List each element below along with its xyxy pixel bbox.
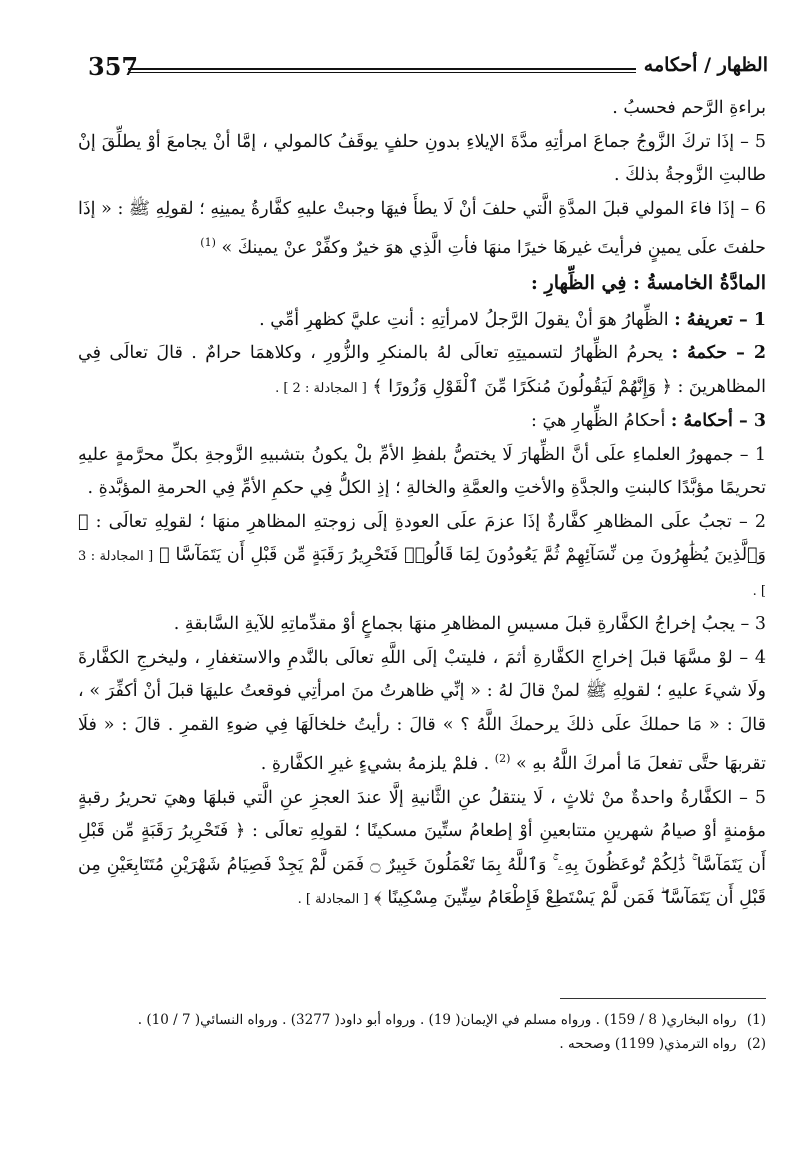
hadith-quote-2: « إنِّي ظاهرتُ منَ امرأتِي فوقعتُ عليهَا قبلَ أنْ أكفِّرَ » ، قالَ : « مَا حملكَ علَى ذلكَ يرحمكَ اللَّهُ ؟ » قالَ : رأيتُ خلخالَهَا فِي ضوءِ القمرِ . قالَ : « فلَا تقربهَا حتَّى تفعلَ مَا أمركَ اللَّهُ بهِ » xyxy=(78,681,766,775)
footnote-2-text: رواه الترمذي( 1199) وصححه . xyxy=(559,1036,737,1052)
ruling-label: 2 – حكمهُ : xyxy=(671,343,766,364)
footnote-ref-1[interactable]: (1) xyxy=(200,236,216,249)
quran-verse-3: ﴿ فَتَحْرِيرُ رَقَبَةٍ مِّن قَبْلِ أَن يَتَمَآسَّا ۚ ذَٰلِكُمْ تُوعَظُونَ بِهِۦ ۚ وَٱللَّهُ بِمَا تَعْمَلُونَ خَبِيرٌ ۝ فَمَن لَّمْ يَجِدْ فَصِيَامُ شَهْرَيْنِ مُتَتَابِعَيْنِ مِن قَبْلِ أَن يَتَمَآسَّا ۖ فَمَن لَّمْ يَسْتَطِعْ فَإِطْعَامُ سِتِّينَ مِسْكِينًا ﴾ xyxy=(78,821,766,909)
ruling-item-5 xyxy=(78,782,766,917)
footnote-separator xyxy=(560,998,766,999)
paragraph-5: 5 – إذَا تركَ الزَّوجُ جماعَ امرأتِهِ مدَّةَ الإيلاءِ بدونِ حلفٍ يوقَفُ كالمولي ، إمَّا أنْ يجامعَ أوْ يطلِّقَ إنْ طالبتِ الزَّوجةُ بذلكَ . xyxy=(78,131,766,185)
page-header xyxy=(88,52,768,84)
footnote-1-text: رواه البخاري( 8 / 159) . ورواه مسلم في الإيمان( 19) . ورواه أبو داود( 3277) . ورواه النسائي( 7 / 10) . xyxy=(137,1012,737,1028)
verse-3-reference: [ المجادلة ] . xyxy=(297,892,369,908)
main-text xyxy=(78,92,766,917)
verse-2-reference: [ المجادلة : 3 ] . xyxy=(78,549,766,599)
hadith-quote-1: « إذَا حلفتَ علَى يمينٍ فرأيتَ غيرهَا خيرًا منهَا فأتِ الَّذِي هوَ خيرٌ وكفِّرْ عنْ يمينكَ » xyxy=(78,198,766,258)
running-title: الظهار / أحكامه xyxy=(643,54,768,76)
ruling-item-4-text: 4 – لوْ مسَّهَا قبلَ إخراجِ الكفَّارةِ أثمَ ، فليتبْ إلَى اللَّهِ تعالَى بالنَّدمِ والاستغفارِ ، وليخرجِ الكفَّارةَ ولَا شيءَ عليهِ ؛ لقولِهِ ﷺ لمنْ قالَ لهُ : xyxy=(78,647,766,702)
ruling-item-1: 1 – جمهورُ العلماءِ علَى أنَّ الظِّهارَ لَا يختصُّ بلفظِ الأمِّ بلْ يكونُ بتشبيهِ الزَّوجةِ بكلِّ محرَّمةٍ عليهِ تحريمًا مؤبَّدًا كالبنتِ والجدَّةِ والأختِ والعمَّةِ والخالةِ ؛ إذِ الكلُّ فِي حكمِ الأمِّ فِي الحرمةِ المؤبَّدةِ . xyxy=(78,444,766,499)
footnote-ref-2[interactable]: (2) xyxy=(494,752,511,766)
verse-1-reference: [ المجادلة : 2 ] . xyxy=(275,380,367,396)
footnote-1-number: (1) xyxy=(746,1012,766,1028)
definition xyxy=(78,304,766,338)
page-number: 357 xyxy=(88,52,139,81)
ruling-item-5-text: 5 – الكفَّارةُ واحدةٌ منْ ثلاثٍ ، لَا ينتقلُ عنِ الثَّانيةِ إلَّا عندَ العجزِ عنِ الَّتي قبلهَا وهيَ تحريرُ رقبةٍ مؤمنةٍ أوْ صيامُ شهرينِ متتابعينِ أوْ إطعامُ ستِّينَ مسكينًا ؛ لقولِهِ تعالَى : xyxy=(78,787,766,842)
ruling-item-2 xyxy=(78,506,766,609)
rulings-text: أحكامُ الظِّهارِ هيَ : xyxy=(531,411,666,432)
paragraph-6 xyxy=(78,193,766,266)
ruling-item-4-conclusion: . فلمْ يلزمهُ بشيءٍ غيرِ الكفَّارةِ . xyxy=(260,754,490,775)
ruling-item-4 xyxy=(78,642,766,782)
ruling-item-3: 3 – يجبُ إخراجُ الكفَّارةِ قبلَ مسيسِ المظاهرِ منهَا بجماعٍ أوْ مقدِّماتِهِ للآيةِ السَّابقةِ . xyxy=(173,614,766,635)
header-rule xyxy=(128,68,636,73)
paragraph-intro: براءةِ الرَّحم فحسبُ . xyxy=(612,98,766,118)
quran-verse-1: ﴿ وَإِنَّهُمْ لَيَقُولُونَ مُنكَرًا مِّنَ ٱلْقَوْلِ وَزُورًا ﴾ xyxy=(372,376,672,397)
rulings-intro xyxy=(78,405,766,439)
footnote-2 xyxy=(78,1032,766,1056)
definition-text: الظِّهارُ هوَ أنْ يقولَ الرَّجلُ لامرأتِهِ : أنتِ عليَّ كظهرِ أمِّي . xyxy=(259,309,669,330)
footnote-1 xyxy=(78,1008,766,1032)
ruling-item-2-text: 2 – تجبُ علَى المظاهرِ كفَّارةٌ إذَا عزمَ علَى العودةِ إلَى زوجتهِ المظاهرِ منهَا ؛ لقولِهِ تعالَى : xyxy=(95,511,766,532)
ruling-text: يحرمُ الظِّهارُ لتسميتِهِ تعالَى لهُ بالمنكرِ والزُّورِ ، وكلاهمَا حرامٌ . قالَ تعالَى فِي المظاهرينَ : xyxy=(78,343,766,397)
definition-label: 1 – تعريفهُ : xyxy=(674,309,766,330)
section-heading: المادَّةُ الخامسةُ : فِي الظِّهارِ : xyxy=(530,272,766,295)
rulings-label: 3 – أحكامهُ : xyxy=(670,411,766,432)
ruling xyxy=(78,337,766,405)
quran-verse-2: ﴿ وَٱلَّذِينَ يُظَٰهِرُونَ مِن نِّسَآئِهِمْ ثُمَّ يَعُودُونَ لِمَا قَالُوا۟ فَتَحْرِيرُ رَقَبَةٍ مِّن قَبْلِ أَن يَتَمَآسَّا ﴾ xyxy=(78,511,766,566)
footnote-2-number: (2) xyxy=(746,1036,766,1052)
paragraph-6-text: 6 – إذَا فاءَ المولي قبلَ المدَّةِ الَّتي حلفَ أنْ لَا يطأَ فيهَا وجبتْ عليهِ كفَّارةُ يمينِهِ ؛ لقولِهِ ﷺ : xyxy=(117,198,766,219)
footnotes xyxy=(78,1008,766,1056)
